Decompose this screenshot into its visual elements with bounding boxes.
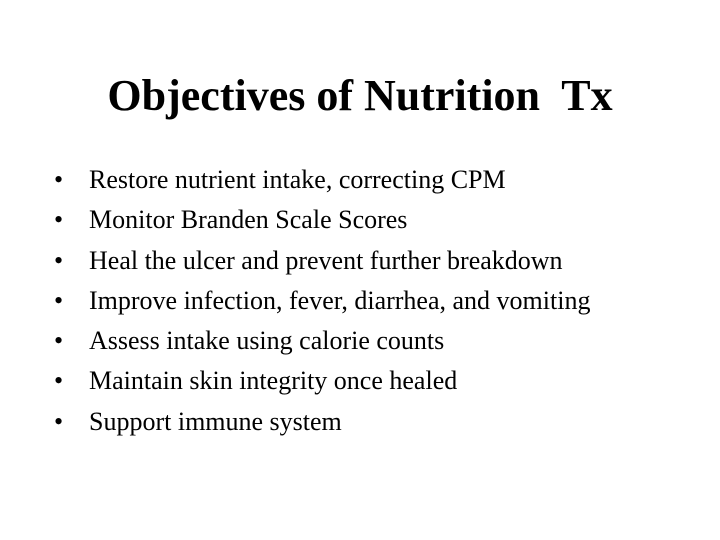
bullet-icon: •	[54, 165, 64, 194]
bullet-text: Heal the ulcer and prevent further breakdown	[89, 245, 563, 275]
bullet-item	[0, 241, 720, 281]
bullet-text: Improve infection, fever, diarrhea, and vomiting	[89, 285, 591, 315]
slide-title: Objectives of Nutrition Tx	[107, 71, 613, 120]
bullet-icon: •	[54, 406, 64, 436]
bullet-list	[0, 160, 720, 442]
bullet-item	[0, 402, 720, 442]
bullet-icon: •	[54, 285, 64, 315]
bullet-icon: •	[54, 205, 64, 235]
bullet-text: Support immune system	[89, 406, 342, 436]
bullet-item	[0, 281, 720, 321]
bullet-icon: •	[54, 245, 64, 275]
bullet-item	[0, 200, 720, 240]
bullet-item	[0, 361, 720, 401]
bullet-text: Assess intake using calorie counts	[89, 326, 445, 356]
bullet-text: Monitor Branden Scale Scores	[89, 205, 408, 235]
bullet-item	[0, 321, 720, 361]
bullet-text: Maintain skin integrity once healed	[89, 366, 458, 396]
bullet-item	[0, 160, 720, 200]
bullet-icon: •	[54, 366, 64, 396]
bullet-text: Restore nutrient intake, correcting CPM	[89, 165, 506, 194]
bullet-icon: •	[54, 326, 64, 356]
